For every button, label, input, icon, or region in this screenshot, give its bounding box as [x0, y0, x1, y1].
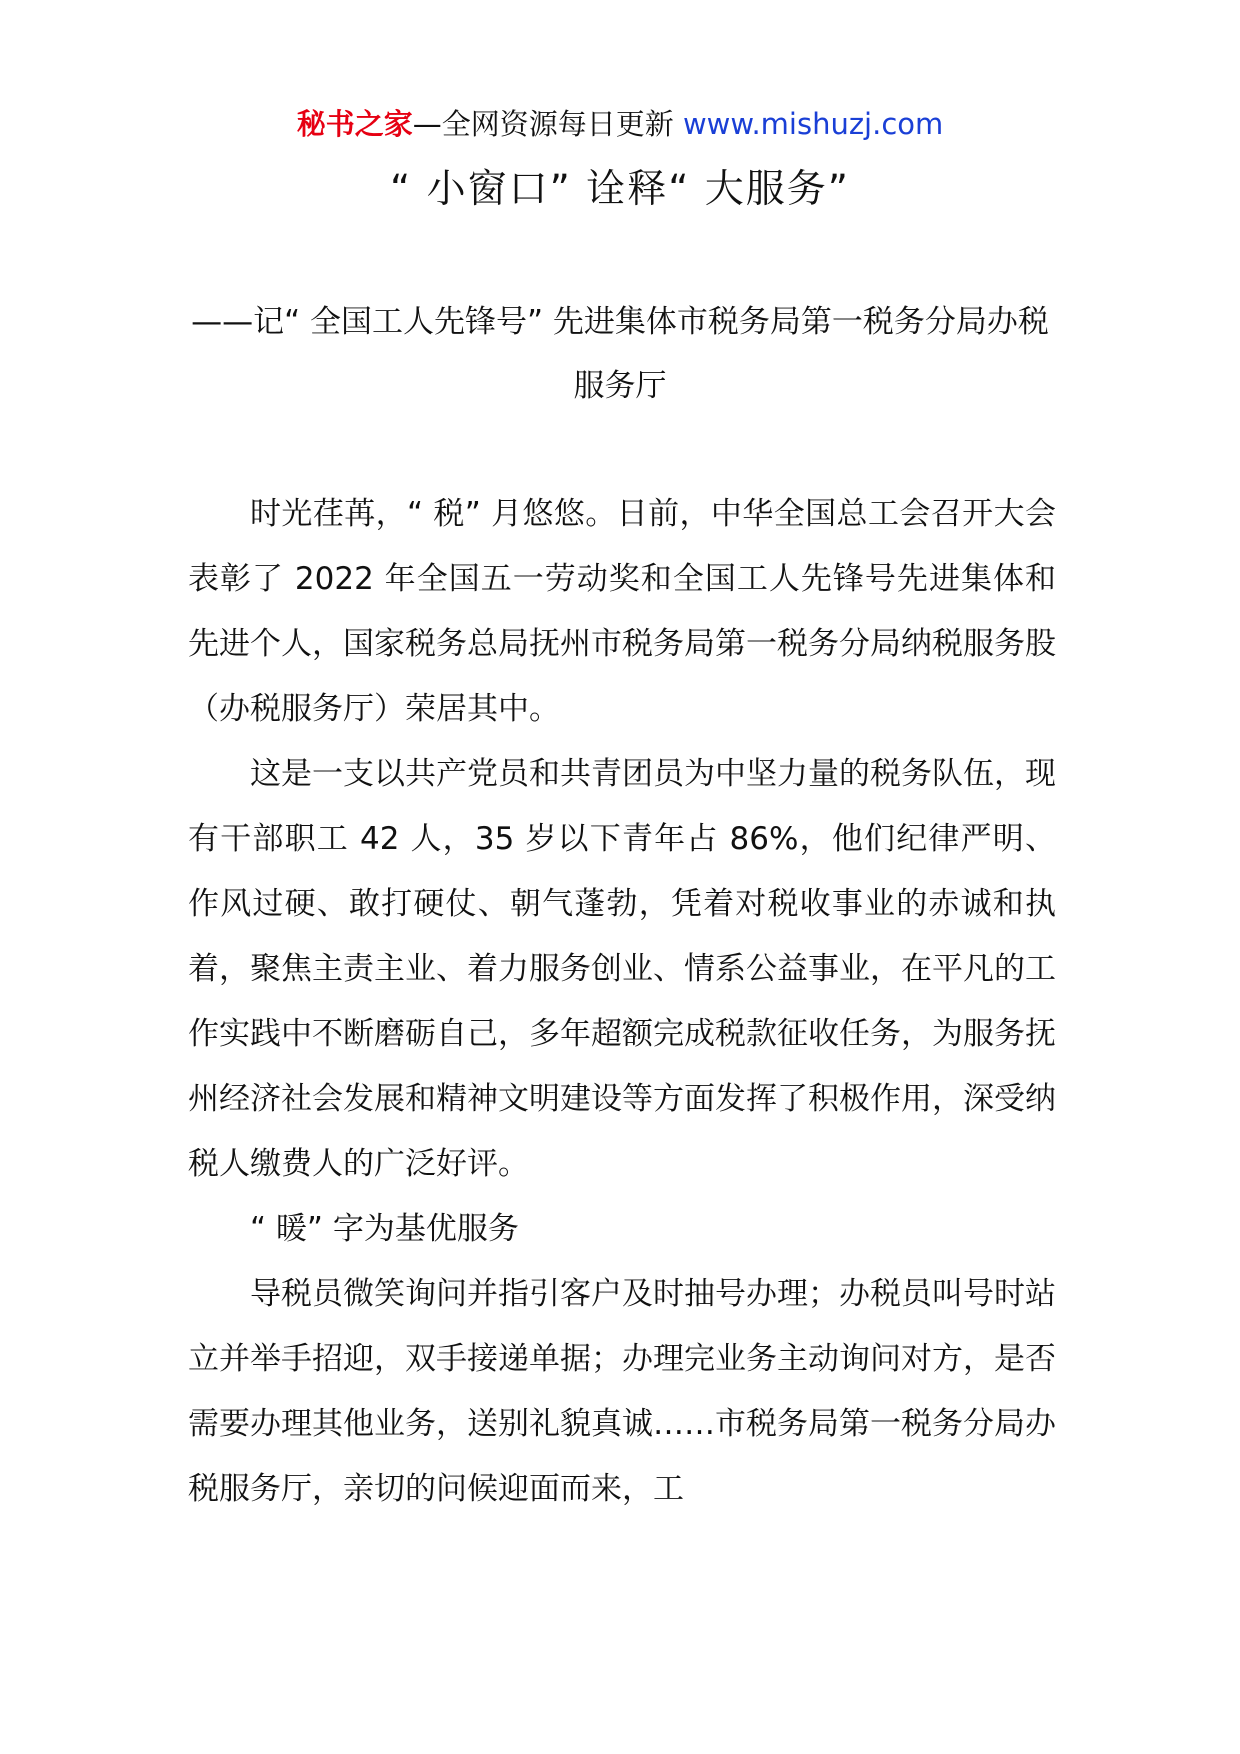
article-subtitle: ——记“ 全国工人先锋号” 先进集体市税务局第一税务分局办税服务厅 [191, 304, 1049, 404]
section-heading: “ 暖” 字为基优服务 [250, 1211, 519, 1247]
body-paragraph: 导税员微笑询问并指引客户及时抽号办理；办税员叫号时站立并举手招迎，双手接递单据；办理完业务主动询问对方，是否需要办理其他业务，送别礼貌真诚……市税务局第一税务分局办税服务厅，亲切的问候迎面而来，工 [188, 1276, 1056, 1507]
site-link[interactable]: www.mishuzj.com [682, 107, 944, 141]
brand-name: 秘书之家 [296, 107, 413, 141]
article-title: “ 小窗口” 诠释“ 大服务” [389, 167, 850, 212]
article-body [188, 482, 1056, 1522]
watermark-header [0, 104, 1240, 144]
header-tagline: —全网资源每日更新 [412, 107, 674, 141]
body-paragraph: 这是一支以共产党员和共青团员为中坚力量的税务队伍，现有干部职工 42 人，35 岁以下青年占 86%，他们纪律严明、作风过硬、敢打硬仗、朝气蓬勃，凭着对税收事业的赤诚和执着，聚焦主责主业、着力服务创业、情系公益事业，在平凡的工作实践中不断磨砺自己，多年超额完成税款征收任务，为服务抚州经济社会发展和精神文明建设等方面发挥了积极作用，深受纳税人缴费人的广泛好评。 [188, 756, 1056, 1182]
body-paragraph: 时光荏苒，“ 税” 月悠悠。日前，中华全国总工会召开大会表彰了 2022 年全国五一劳动奖和全国工人先锋号先进集体和先进个人，国家税务总局抚州市税务局第一税务分局纳税服务股（办税服务厅）荣居其中。 [188, 496, 1056, 727]
